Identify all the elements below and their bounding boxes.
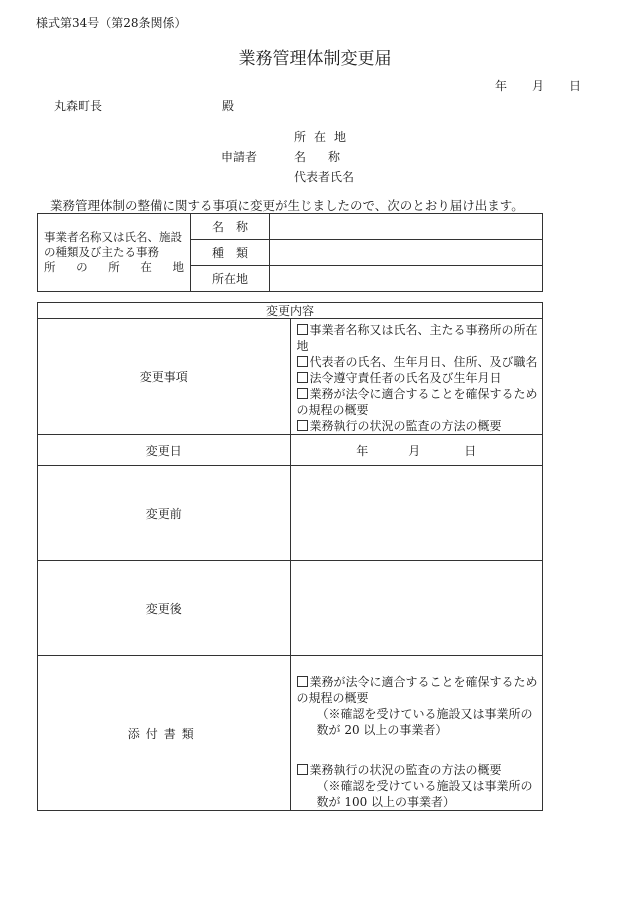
intro-statement: 業務管理体制の整備に関する事項に変更が生じましたので、次のとおり届け出ます。 [50,198,524,213]
label-char: の [76,260,88,274]
business-info-label-last [44,260,184,275]
applicant-representative-label: 代表者氏名 [294,170,355,184]
attachment-note: （※確認を受けている施設又は事業所の数が 100 以上の事業者） [316,779,533,809]
checkbox-icon[interactable] [297,420,308,431]
change-items-label: 変更事項 [38,319,291,435]
date-month-label: 月 [532,79,545,93]
change-item[interactable] [297,322,543,354]
business-name-label: 名 称 [191,214,270,240]
checkbox-icon[interactable] [297,676,308,687]
attachments-label-text: 添付書類 [127,726,200,741]
change-item-text: 業務が法令に適合することを確保するための規程の概要 [296,387,538,417]
attachment-item[interactable] [297,762,543,778]
applicant-name-label: 名称 [294,150,363,164]
checkbox-icon[interactable] [297,356,308,367]
attachment-item[interactable] [297,674,543,706]
business-info-label [38,214,191,292]
honorific: 殿 [222,99,235,113]
business-name-field[interactable] [270,214,543,240]
checkbox-icon[interactable] [297,324,308,335]
change-item[interactable] [297,370,543,386]
date-day-label: 日 [569,79,582,93]
applicant-label: 申請者 [221,150,258,164]
change-item[interactable] [297,386,543,418]
before-change-label: 変更前 [38,466,291,561]
attachments-list [290,656,543,811]
after-change-label: 変更後 [38,561,291,656]
change-items-list [290,319,543,435]
change-details-header: 変更内容 [38,303,543,319]
change-date-day: 日 [464,443,477,458]
checkbox-icon[interactable] [297,388,308,399]
attachments-label [38,656,291,811]
attachment-text: 業務執行の状況の監査の方法の概要 [309,763,502,777]
business-address-label: 所在地 [191,266,270,292]
business-type-field[interactable] [270,240,543,266]
checkbox-icon[interactable] [297,372,308,383]
change-date-year: 年 [356,443,369,458]
business-type-label: 種 類 [191,240,270,266]
change-date-label: 変更日 [38,435,291,466]
attachment-text: 業務が法令に適合することを確保するための規程の概要 [296,675,538,705]
addressee: 丸森町長 [54,99,103,113]
form-number: 様式第34号（第28条関係） [36,16,187,30]
attachment-note: （※確認を受けている施設又は事業所の数が 20 以上の事業者） [316,707,533,737]
change-item-text: 事業者名称又は氏名、主たる事務所の所在地 [296,323,538,353]
after-change-field[interactable] [290,561,543,656]
business-info-label-text: 事業者名称又は氏名、施設の種類及び主たる事務 [44,230,182,259]
label-char: 在 [140,260,152,274]
document-title: 業務管理体制変更届 [238,49,392,69]
change-item-text: 代表者の氏名、生年月日、住所、及び職名 [309,355,538,369]
applicant-address-label: 所在地 [294,130,355,144]
change-item-text: 法令遵守責任者の氏名及び生年月日 [309,371,502,385]
change-date-field[interactable] [290,435,543,466]
change-item[interactable] [297,354,543,370]
business-address-field[interactable] [270,266,543,292]
business-info-table [37,213,543,292]
label-char: 地 [172,260,184,274]
before-change-field[interactable] [290,466,543,561]
label-char: 所 [108,260,120,274]
change-item[interactable] [297,418,543,434]
change-date-month: 月 [408,443,421,458]
label-char: 所 [44,260,56,274]
checkbox-icon[interactable] [297,764,308,775]
date-year-label: 年 [495,79,508,93]
change-details-table [37,302,543,811]
change-item-text: 業務執行の状況の監査の方法の概要 [309,419,502,433]
